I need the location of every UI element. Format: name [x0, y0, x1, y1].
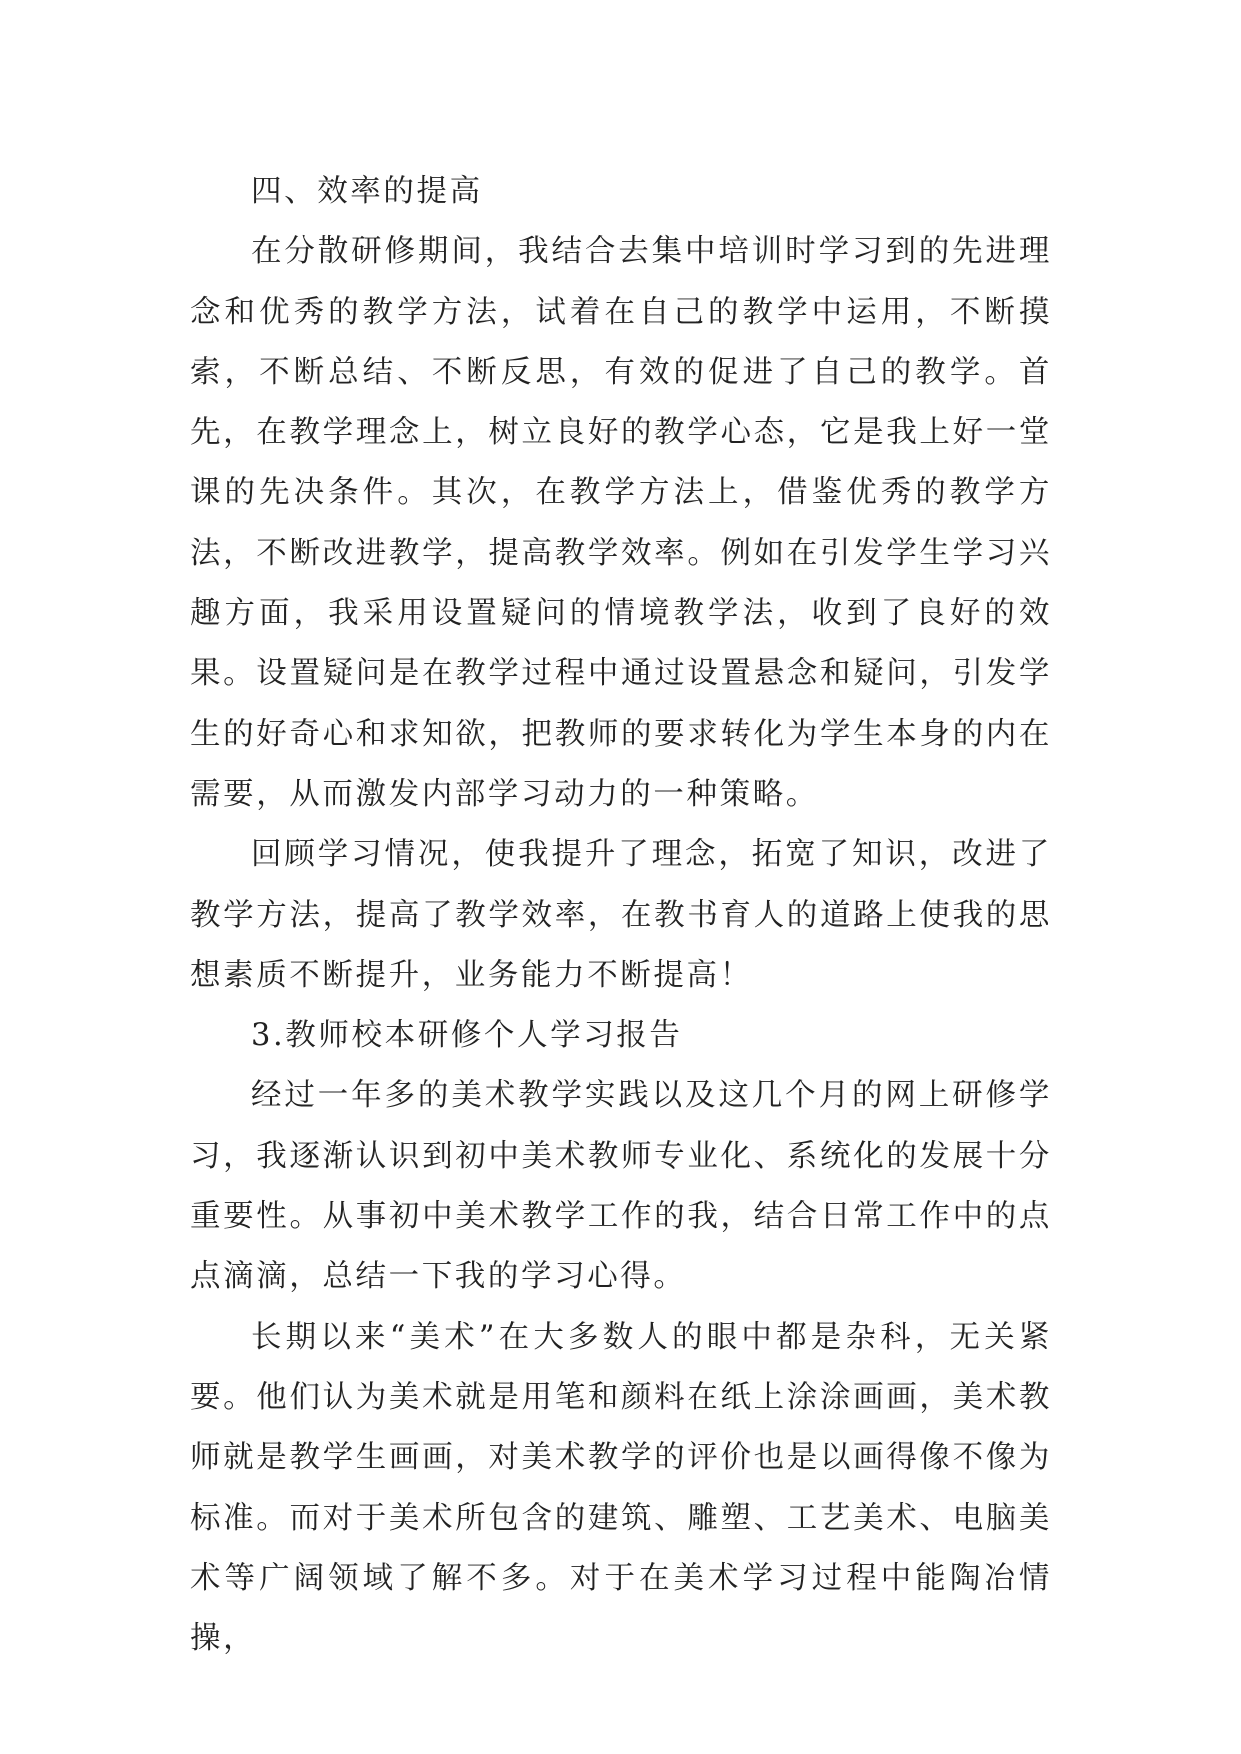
document-body — [190, 162, 1052, 1669]
paragraph-review: 回顾学习情况，使我提升了理念，拓宽了知识，改进了教学方法，提高了教学效率，在教书育人的道路上使我的思想素质不断提升，业务能力不断提高！ — [190, 837, 1052, 993]
section-heading-report: 3.教师校本研修个人学习报告 — [251, 1018, 683, 1054]
paragraph-art-perception: 长期以来“美术”在大多数人的眼中都是杂科，无关紧要。他们认为美术就是用笔和颜料在纸上涂涂画画，美术教师就是教学生画画，对美术教学的评价也是以画得像不像为标准。而对于美术所包含的建筑、雕塑、工艺美术、电脑美术等广阔领域了解不多。对于在美术学习过程中能陶冶情操， — [190, 1319, 1052, 1657]
paragraph-distributed-study: 在分散研修期间，我结合去集中培训时学习到的先进理念和优秀的教学方法，试着在自己的教学中运用，不断摸索，不断总结、不断反思，有效的促进了自己的教学。首先，在教学理念上，树立良好的教学心态，它是我上好一堂课的先决条件。其次，在教学方法上，借鉴优秀的教学方法，不断改进教学，提高教学效率。例如在引发学生学习兴趣方面，我采用设置疑问的情境教学法，收到了良好的效果。设置疑问是在教学过程中通过设置悬念和疑问，引发学生的好奇心和求知欲，把教师的要求转化为学生本身的内在需要，从而激发内部学习动力的一种策略。 — [190, 234, 1052, 812]
paragraph-art-teaching-practice: 经过一年多的美术教学实践以及这几个月的网上研修学习，我逐渐认识到初中美术教师专业化、系统化的发展十分重要性。从事初中美术教学工作的我，结合日常工作中的点点滴滴，总结一下我的学习心得。 — [190, 1078, 1052, 1295]
section-heading-efficiency: 四、效率的提高 — [251, 174, 483, 209]
